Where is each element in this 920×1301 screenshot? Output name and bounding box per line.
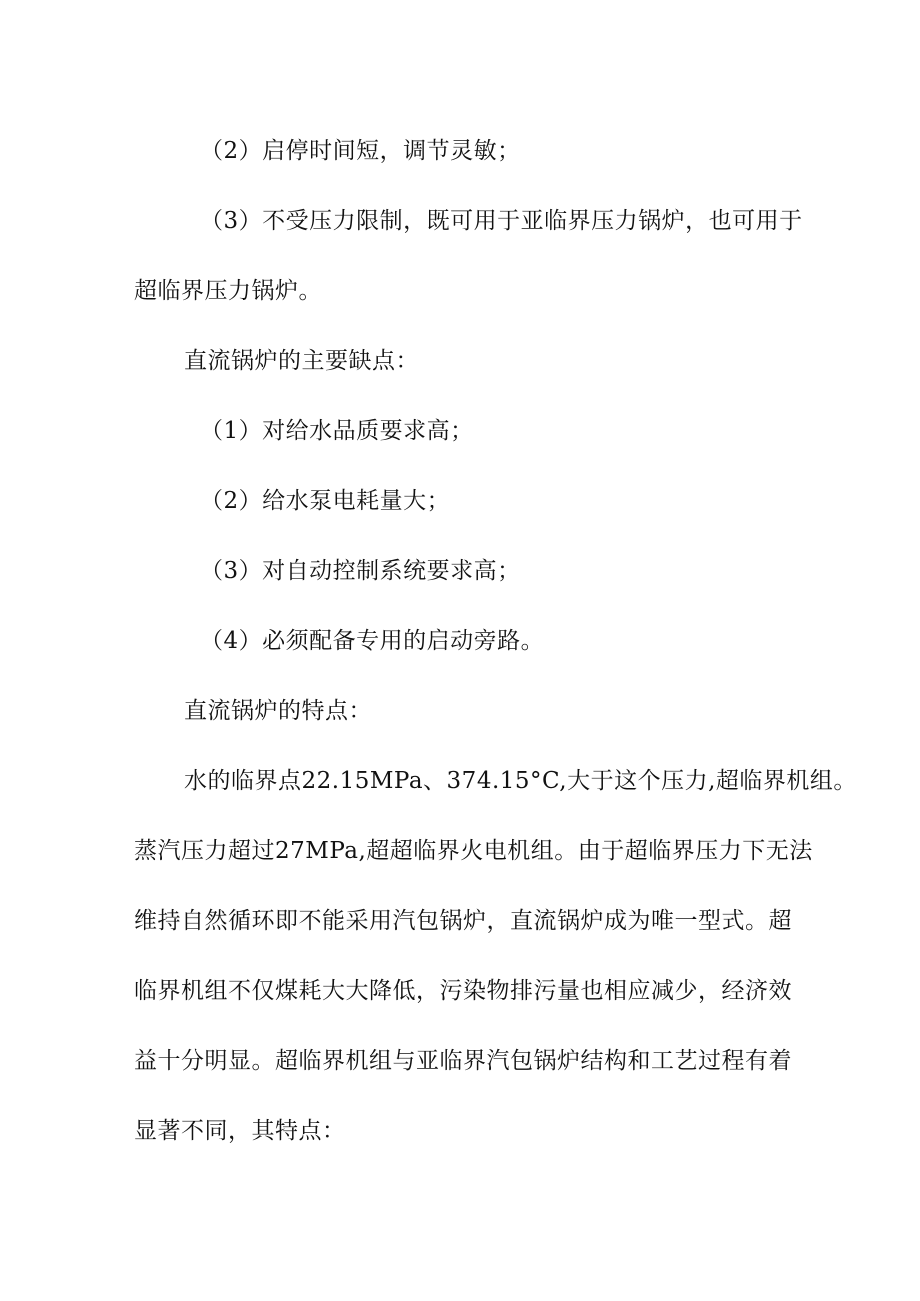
list-item-advantage-3: （3）不受压力限制，既可用于亚临界压力锅炉，也可用于 [200, 208, 803, 234]
paragraph-continuation: 超临界压力锅炉。 [134, 278, 322, 304]
paragraph-line: 临界机组不仅煤耗大大降低，污染物排污量也相应减少，经济效 [134, 978, 792, 1004]
paragraph-line: 显著不同，其特点： [134, 1118, 346, 1144]
section-heading-features: 直流锅炉的特点： [184, 698, 372, 724]
list-item-disadvantage-1: （1）对给水品质要求高； [200, 418, 474, 444]
list-item-advantage-2: （2）启停时间短，调节灵敏； [200, 138, 521, 164]
section-heading-disadvantages: 直流锅炉的主要缺点： [184, 348, 419, 374]
list-item-disadvantage-2: （2）给水泵电耗量大； [200, 488, 451, 514]
list-item-disadvantage-4: （4）必须配备专用的启动旁路。 [200, 628, 545, 654]
paragraph-line: 维持自然循环即不能采用汽包锅炉，直流锅炉成为唯一型式。超 [134, 908, 792, 934]
paragraph-line: 水的临界点22.15MPa、374.15°C,大于这个压力,超临界机组。 [184, 768, 857, 794]
list-item-disadvantage-3: （3）对自动控制系统要求高； [200, 558, 521, 584]
paragraph-line: 益十分明显。超临界机组与亚临界汽包锅炉结构和工艺过程有着 [134, 1048, 792, 1074]
paragraph-line: 蒸汽压力超过27MPa,超超临界火电机组。由于超临界压力下无法 [134, 838, 813, 864]
